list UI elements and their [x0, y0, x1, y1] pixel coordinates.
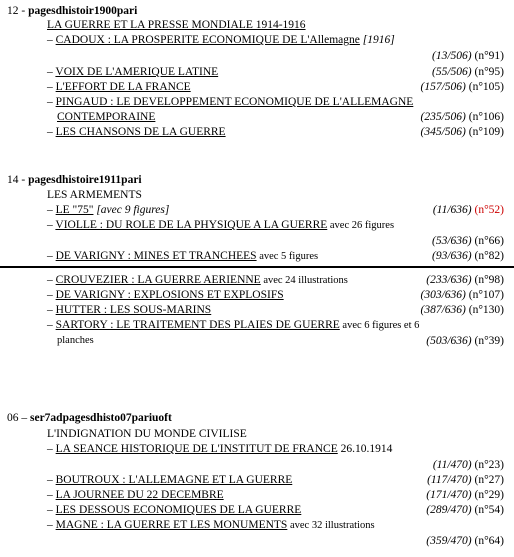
list-item [47, 442, 392, 456]
issue-number: (n°98) [474, 274, 504, 286]
entry-ref [426, 488, 504, 502]
dash: – [47, 204, 56, 216]
dash: – [47, 66, 56, 78]
entry-suffix: [1916] [359, 34, 395, 46]
entry-title-link[interactable]: CADOUX : LA PROSPERITE ECONOMIQUE DE L'Allemagne [55, 34, 360, 46]
entry-ref [421, 125, 505, 139]
group-number: 06 – [7, 412, 30, 424]
list-item [47, 218, 394, 233]
entry-ref [427, 473, 504, 487]
entry-note-continuation: planches [57, 335, 94, 346]
archive-id-link[interactable]: pagesdhistoir1900pari [28, 5, 138, 17]
entry-title-link[interactable]: DE VARIGNY : MINES ET TRANCHEES [55, 250, 257, 262]
entry-title-link[interactable]: VOIX DE L'AMERIQUE LATINE [55, 66, 219, 78]
page-ref: (235/506) [420, 111, 466, 123]
entry-title-link[interactable]: PINGAUD : LE DEVELOPPEMENT ECONOMIQUE DE L'ALLEMAGNE [55, 96, 414, 108]
entry-note: avec 5 figures [256, 251, 319, 262]
page-ref: (171/470) [426, 489, 472, 501]
entry-title-link[interactable]: LE "75" [55, 204, 94, 216]
issue-number: (n°106) [468, 111, 504, 123]
page-ref: (11/636) [432, 204, 472, 216]
list-item [47, 249, 318, 264]
entry-ref [421, 288, 505, 302]
list-item [47, 125, 226, 139]
list-item [47, 65, 218, 79]
page-ref: (359/470) [426, 535, 472, 547]
entry-ref [426, 334, 504, 348]
group-title: L'INDIGNATION DU MONDE CIVILISE [47, 428, 247, 440]
list-item [47, 203, 169, 217]
issue-number: (n°105) [468, 81, 504, 93]
entry-title-link[interactable]: VIOLLE : DU ROLE DE LA PHYSIQUE A LA GUERRE [55, 219, 328, 231]
entry-ref [432, 249, 504, 263]
group-title[interactable]: LA GUERRE ET LA PRESSE MONDIALE 1914-1916 [47, 19, 306, 31]
issue-number: (n°23) [474, 459, 504, 471]
dash: – [47, 126, 56, 138]
issue-number: (n°39) [474, 335, 504, 347]
issue-number: (n°107) [468, 289, 504, 301]
list-item [47, 488, 224, 502]
entry-title-link[interactable]: SARTORY : LE TRAITEMENT DES PLAIES DE GUERRE [55, 319, 340, 331]
page-ref: (303/636) [420, 289, 466, 301]
issue-number: (n°130) [468, 304, 504, 316]
entry-note: avec 26 figures [327, 220, 395, 231]
dash: – [47, 519, 56, 531]
page-ref: (93/636) [432, 250, 472, 262]
list-item [47, 303, 211, 317]
list-item [47, 503, 301, 517]
list-item [47, 33, 395, 47]
entry-title-link[interactable]: LA SEANCE HISTORIQUE DE L'INSTITUT DE FRANCE [55, 443, 338, 455]
entry-note: avec 32 illustrations [287, 520, 375, 531]
entry-ref [426, 534, 504, 548]
dash: – [47, 250, 56, 262]
dash: – [47, 319, 56, 331]
entry-title-link[interactable]: L'EFFORT DE LA FRANCE [55, 81, 191, 93]
entry-ref [421, 110, 505, 124]
entry-ref [426, 273, 504, 287]
page-divider [0, 266, 514, 268]
dash: – [47, 489, 56, 501]
group-header [7, 4, 137, 18]
entry-ref [432, 49, 504, 63]
entry-ref [433, 203, 504, 217]
entry-suffix: 26.10.1914 [337, 443, 393, 455]
dash: – [47, 504, 56, 516]
issue-number: (n°29) [474, 489, 504, 501]
entry-title-continuation[interactable]: CONTEMPORAINE [57, 111, 156, 123]
entry-ref [421, 80, 505, 94]
page-ref: (233/636) [426, 274, 472, 286]
entry-title-link[interactable]: LES CHANSONS DE LA GUERRE [55, 126, 226, 138]
list-item [47, 288, 284, 302]
dash: – [47, 304, 56, 316]
entry-ref [421, 303, 505, 317]
issue-number: (n°66) [474, 235, 504, 247]
page-ref: (157/506) [420, 81, 466, 93]
list-item [47, 273, 348, 288]
group-number: 14 - [7, 174, 29, 186]
issue-number: (n°27) [474, 474, 504, 486]
issue-number-highlighted: (n°52) [474, 204, 504, 216]
group-header [7, 411, 172, 425]
entry-note: avec 24 illustrations [260, 275, 348, 286]
page-ref: (289/470) [426, 504, 472, 516]
entry-ref [432, 234, 504, 248]
dash: – [47, 34, 56, 46]
page-ref: (11/470) [432, 459, 472, 471]
entry-title-link[interactable]: CROUVEZIER : LA GUERRE AERIENNE [55, 274, 261, 286]
entry-ref [433, 458, 504, 472]
entry-title-link[interactable]: LA JOURNEE DU 22 DECEMBRE [55, 489, 224, 501]
entry-ref [432, 65, 504, 79]
group-number: 12 - [7, 5, 29, 17]
dash: – [47, 474, 56, 486]
page-ref: (53/636) [432, 235, 472, 247]
page-ref: (345/506) [420, 126, 466, 138]
page-ref: (13/506) [432, 50, 472, 62]
entry-title-link[interactable]: LES DESSOUS ECONOMIQUES DE LA GUERRE [55, 504, 302, 516]
issue-number: (n°109) [468, 126, 504, 138]
page-ref: (117/470) [427, 474, 472, 486]
dash: – [47, 81, 56, 93]
dash: – [47, 274, 56, 286]
page-ref: (387/636) [420, 304, 466, 316]
entry-title-link[interactable]: DE VARIGNY : EXPLOSIONS ET EXPLOSIFS [55, 289, 284, 301]
list-item [47, 518, 375, 533]
dash: – [47, 96, 56, 108]
entry-note: avec 6 figures et 6 [339, 320, 420, 331]
entry-title-link[interactable]: HUTTER : LES SOUS-MARINS [55, 304, 212, 316]
list-item [47, 473, 292, 487]
issue-number: (n°64) [474, 535, 504, 547]
entry-title-link[interactable]: MAGNE : LA GUERRE ET LES MONUMENTS [55, 519, 288, 531]
list-item [47, 80, 191, 94]
issue-number: (n°95) [474, 66, 504, 78]
page-ref: (503/636) [426, 335, 472, 347]
issue-number: (n°54) [474, 504, 504, 516]
entry-suffix: [avec 9 figures] [93, 204, 170, 216]
entry-ref [426, 503, 504, 517]
group-header [7, 173, 142, 187]
archive-id-link[interactable]: ser7adpagesdhisto07pariuoft [30, 412, 172, 424]
issue-number: (n°82) [474, 250, 504, 262]
list-item [47, 318, 419, 333]
dash: – [47, 219, 56, 231]
group-title: LES ARMEMENTS [47, 189, 142, 201]
dash: – [47, 289, 56, 301]
page-ref: (55/506) [432, 66, 472, 78]
dash: – [47, 443, 56, 455]
entry-title-link[interactable]: BOUTROUX : L'ALLEMAGNE ET LA GUERRE [55, 474, 293, 486]
list-item [47, 95, 413, 109]
archive-id-link[interactable]: pagesdhistoire1911pari [28, 174, 142, 186]
issue-number: (n°91) [474, 50, 504, 62]
